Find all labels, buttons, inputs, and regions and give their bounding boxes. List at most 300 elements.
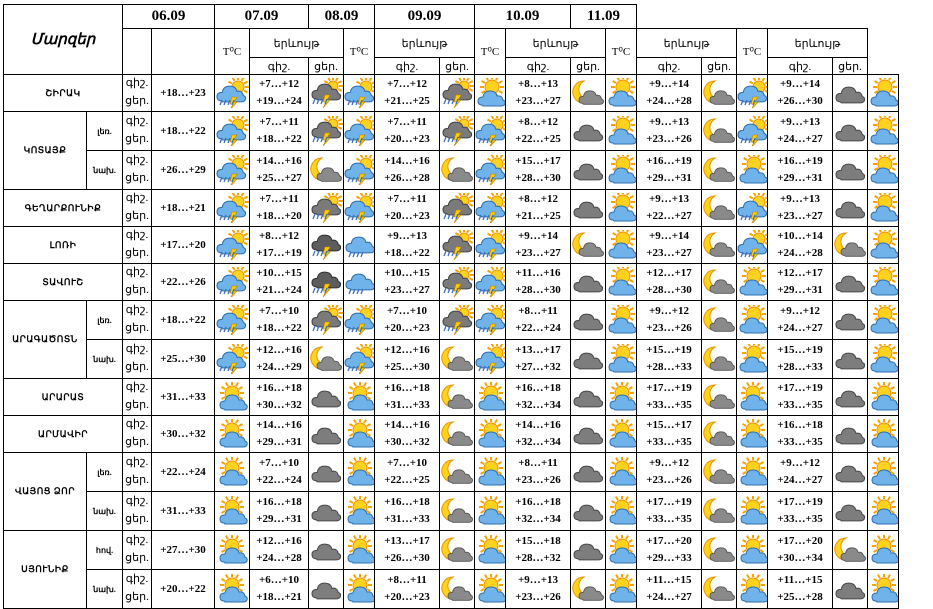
night-temperature: +16…+18	[777, 419, 823, 431]
temperature-cell	[375, 531, 440, 570]
day-temperature: +22…+25	[384, 474, 430, 486]
day-subheader: ցեր.	[833, 58, 868, 75]
region-name: ԱՐՄԱՎԻՐ	[4, 416, 123, 453]
temperature-cell	[250, 492, 309, 531]
moon-cloud-icon	[571, 75, 606, 112]
day-temperature: +18…+22	[384, 247, 430, 259]
cloud-storm-icon	[440, 190, 475, 227]
night-day-labels	[123, 190, 152, 227]
date-header: 11.09	[571, 5, 637, 29]
sun-cloud-icon	[606, 453, 637, 492]
dark-cloud-icon	[571, 492, 606, 531]
moon-cloud-icon	[702, 492, 737, 531]
sun-cloud-icon	[868, 531, 899, 570]
night-subheader: գիշ.	[375, 58, 440, 75]
forecast-table-wrapper	[3, 4, 899, 609]
temperature-cell	[375, 379, 440, 416]
sun-behind-cloud-icon	[737, 340, 768, 379]
temperature-cell	[506, 379, 571, 416]
temperature-cell	[637, 492, 702, 531]
night-temperature: +15…+17	[646, 419, 692, 431]
dark-cloud-icon	[833, 301, 868, 340]
night-label: գիշ.	[125, 304, 149, 316]
sun-cloud-icon	[868, 416, 899, 453]
sun-cloud-storm-icon	[215, 227, 250, 264]
temperature-header: T⁰C	[344, 29, 375, 75]
moon-cloud-icon	[440, 453, 475, 492]
sun-cloud-storm-icon	[215, 340, 250, 379]
cloud-rain-icon	[344, 264, 375, 301]
day-temperature: +20…+23	[384, 322, 430, 334]
day-temperature: +29…+33	[646, 552, 692, 564]
night-label: գիշ.	[125, 154, 149, 166]
day-temperature: +29…+31	[777, 284, 823, 296]
table-row	[4, 492, 899, 531]
night-temperature: +9…+13	[648, 193, 690, 205]
day-temperature: +21…+25	[515, 210, 561, 222]
temperature-cell	[506, 492, 571, 531]
dark-cloud-icon	[833, 75, 868, 112]
sun-behind-cloud-icon	[868, 112, 899, 151]
temperature-cell: +30…+32	[152, 416, 215, 453]
sun-cloud-storm-icon	[344, 151, 375, 190]
moon-cloud-icon	[440, 416, 475, 453]
moon-cloud-icon	[440, 340, 475, 379]
dark-cloud-icon	[571, 379, 606, 416]
temperature-cell	[250, 151, 309, 190]
day-temperature: +25…+28	[777, 591, 823, 603]
night-temperature: +7…+10	[258, 457, 300, 469]
temperature-cell	[637, 112, 702, 151]
day-temperature: +26…+30	[777, 95, 823, 107]
temperature-cell	[768, 264, 833, 301]
day-temperature: +22…+27	[646, 210, 692, 222]
night-temperature: +9…+13	[779, 193, 821, 205]
sun-cloud-icon	[215, 453, 250, 492]
table-row	[4, 453, 899, 492]
day-temperature: +33…+35	[777, 436, 823, 448]
temperature-cell	[506, 301, 571, 340]
forecast-table	[3, 4, 899, 609]
night-temperature: +16…+19	[777, 155, 823, 167]
temperature-cell	[768, 227, 833, 264]
night-day-labels	[123, 570, 152, 609]
sun-behind-cloud-icon	[475, 75, 506, 112]
day-temperature: +24…+27	[777, 133, 823, 145]
temperature-header: T⁰C	[737, 29, 768, 75]
temperature-cell	[375, 264, 440, 301]
night-temperature: +14…+16	[515, 419, 561, 431]
sun-cloud-storm-icon	[475, 227, 506, 264]
zone-label: լեռ.	[87, 112, 123, 151]
date-header: 09.09	[375, 5, 475, 29]
day-temperature: +23…+26	[515, 474, 561, 486]
empty-header-cell	[123, 29, 152, 75]
region-name: ԿՈՏԱՅՔ	[4, 112, 87, 190]
temperature-header: T⁰C	[215, 29, 250, 75]
day-temperature: +25…+30	[384, 361, 430, 373]
day-temperature: +23…+26	[515, 591, 561, 603]
sun-behind-cloud-icon	[868, 227, 899, 264]
day-temperature: +25…+27	[256, 172, 302, 184]
dark-cloud-icon	[833, 492, 868, 531]
day-temperature: +23…+26	[646, 474, 692, 486]
night-label: գիշ.	[125, 77, 149, 89]
temperature-cell	[768, 112, 833, 151]
night-temperature: +17…+20	[777, 535, 823, 547]
temperature-cell	[250, 453, 309, 492]
night-temperature: +9…+12	[648, 305, 690, 317]
weather-header: երևույթ	[506, 29, 606, 58]
temperature-cell	[768, 453, 833, 492]
dark-cloud-icon	[571, 453, 606, 492]
temperature-cell	[506, 570, 571, 609]
night-temperature: +10…+15	[256, 267, 302, 279]
sun-cloud-icon	[475, 453, 506, 492]
table-row	[4, 416, 899, 453]
moon-cloud-icon	[702, 151, 737, 190]
dark-cloud-icon	[571, 151, 606, 190]
sun-cloud-storm-icon	[344, 190, 375, 227]
night-temperature: +9…+13	[648, 116, 690, 128]
temperature-cell	[637, 453, 702, 492]
temperature-cell	[250, 75, 309, 112]
night-temperature: +6…+10	[258, 574, 300, 586]
temperature-cell	[375, 227, 440, 264]
table-row	[4, 340, 899, 379]
date-header: 07.09	[215, 5, 309, 29]
day-temperature: +33…+35	[777, 399, 823, 411]
temperature-cell: +18…+22	[152, 112, 215, 151]
day-label: ցեր.	[125, 284, 149, 296]
sun-cloud-icon	[344, 531, 375, 570]
day-subheader: ցեր.	[440, 58, 475, 75]
sun-behind-cloud-icon	[606, 190, 637, 227]
night-temperature: +9…+14	[517, 230, 559, 242]
night-temperature: +9…+12	[648, 457, 690, 469]
temperature-cell	[375, 416, 440, 453]
sun-behind-cloud-icon	[606, 75, 637, 112]
day-temperature: +29…+31	[777, 172, 823, 184]
day-temperature: +29…+31	[256, 436, 302, 448]
dark-cloud-icon	[571, 531, 606, 570]
dark-cloud-icon	[833, 340, 868, 379]
sun-cloud-icon	[737, 453, 768, 492]
dark-cloud-icon	[309, 379, 344, 416]
day-temperature: +24…+27	[777, 474, 823, 486]
zone-label: նախ.	[87, 570, 123, 609]
sun-cloud-storm-icon	[215, 264, 250, 301]
sun-behind-cloud-icon	[868, 264, 899, 301]
night-label: գիշ.	[125, 266, 149, 278]
day-temperature: +26…+28	[384, 172, 430, 184]
day-label: ցեր.	[125, 247, 149, 259]
dark-cloud-icon	[833, 453, 868, 492]
day-temperature: +18…+22	[256, 322, 302, 334]
night-temperature: +10…+15	[384, 267, 430, 279]
night-day-labels	[123, 264, 152, 301]
temperature-cell	[375, 492, 440, 531]
night-temperature: +15…+19	[777, 344, 823, 356]
moon-cloud-icon	[440, 492, 475, 531]
temperature-cell	[375, 570, 440, 609]
day-temperature: +24…+27	[646, 591, 692, 603]
night-temperature: +12…+17	[646, 267, 692, 279]
weather-header: երևույթ	[375, 29, 475, 58]
temperature-cell	[250, 379, 309, 416]
day-temperature: +24…+27	[777, 322, 823, 334]
weather-header: երևույթ	[637, 29, 737, 58]
day-temperature: +28…+30	[515, 284, 561, 296]
night-subheader: գիշ.	[506, 58, 571, 75]
sun-cloud-icon	[215, 570, 250, 609]
night-label: գիշ.	[125, 573, 149, 585]
day-temperature: +29…+31	[646, 172, 692, 184]
temperature-cell	[637, 416, 702, 453]
sun-behind-cloud-icon	[868, 340, 899, 379]
day-temperature: +33…+35	[646, 399, 692, 411]
temperature-cell	[637, 301, 702, 340]
cloud-storm-icon	[440, 264, 475, 301]
sun-cloud-icon	[215, 379, 250, 416]
night-temperature: +8…+11	[518, 457, 558, 469]
night-day-labels	[123, 112, 152, 151]
temperature-cell	[637, 531, 702, 570]
night-temperature: +17…+19	[777, 382, 823, 394]
night-subheader: գիշ.	[250, 58, 309, 75]
sun-cloud-icon	[344, 379, 375, 416]
night-temperature: +9…+12	[779, 457, 821, 469]
moon-cloud-icon	[702, 75, 737, 112]
temperature-cell	[768, 75, 833, 112]
dark-cloud-icon	[833, 379, 868, 416]
night-temperature: +16…+18	[256, 382, 302, 394]
day-label: ցեր.	[125, 95, 149, 107]
sun-cloud-icon	[737, 416, 768, 453]
night-temperature: +8…+12	[258, 230, 300, 242]
moon-cloud-icon	[702, 379, 737, 416]
temperature-cell	[637, 75, 702, 112]
zone-label: նախ.	[87, 151, 123, 190]
night-day-labels	[123, 379, 152, 416]
night-temperature: +7…+10	[386, 305, 428, 317]
sun-behind-cloud-icon	[868, 75, 899, 112]
day-label: ցեր.	[125, 513, 149, 525]
night-subheader: գիշ.	[768, 58, 833, 75]
temperature-cell: +20…+22	[152, 570, 215, 609]
day-temperature: +29…+31	[256, 513, 302, 525]
night-temperature: +9…+13	[779, 116, 821, 128]
night-temperature: +8…+11	[518, 305, 558, 317]
temperature-header: T⁰C	[606, 29, 637, 75]
temperature-cell	[768, 570, 833, 609]
sun-cloud-icon	[737, 492, 768, 531]
day-temperature: +23…+27	[646, 247, 692, 259]
dark-cloud-icon	[309, 531, 344, 570]
day-temperature: +28…+30	[515, 172, 561, 184]
day-temperature: +31…+33	[384, 513, 430, 525]
sun-cloud-icon	[606, 492, 637, 531]
dark-cloud-icon	[571, 112, 606, 151]
sun-cloud-storm-icon	[475, 112, 506, 151]
sun-cloud-icon	[737, 570, 768, 609]
night-temperature: +16…+18	[384, 496, 430, 508]
region-name: ՇԻՐԱԿ	[4, 75, 123, 112]
day-label: ցեր.	[125, 552, 149, 564]
day-temperature: +32…+34	[515, 513, 561, 525]
sun-behind-cloud-icon	[606, 151, 637, 190]
night-temperature: +7…+10	[386, 457, 428, 469]
sun-cloud-icon	[475, 570, 506, 609]
table-row	[4, 264, 899, 301]
sun-cloud-icon	[475, 416, 506, 453]
sun-cloud-icon	[475, 492, 506, 531]
sun-cloud-icon	[868, 453, 899, 492]
moon-cloud-icon	[440, 151, 475, 190]
night-temperature: +17…+19	[646, 496, 692, 508]
temperature-cell	[250, 264, 309, 301]
temperature-cell	[768, 492, 833, 531]
day-temperature: +28…+30	[646, 284, 692, 296]
night-label: գիշ.	[125, 192, 149, 204]
sun-cloud-icon	[868, 379, 899, 416]
day-temperature: +18…+21	[256, 591, 302, 603]
day-temperature: +22…+24	[256, 474, 302, 486]
night-temperature: +16…+18	[384, 382, 430, 394]
dark-cloud-icon	[571, 340, 606, 379]
night-temperature: +15…+19	[646, 344, 692, 356]
temperature-cell	[506, 453, 571, 492]
sun-behind-cloud-icon	[606, 112, 637, 151]
temperature-cell	[506, 227, 571, 264]
night-temperature: +16…+18	[515, 382, 561, 394]
night-temperature: +12…+16	[256, 535, 302, 547]
day-subheader: ցեր.	[571, 58, 606, 75]
sun-cloud-storm-icon	[475, 301, 506, 340]
night-temperature: +12…+16	[384, 344, 430, 356]
table-row	[4, 75, 899, 112]
moon-cloud-icon	[440, 379, 475, 416]
day-temperature: +22…+24	[515, 322, 561, 334]
zone-label: լեռ.	[87, 453, 123, 492]
sun-behind-cloud-icon	[737, 301, 768, 340]
night-temperature: +15…+18	[515, 535, 561, 547]
day-temperature: +17…+19	[256, 247, 302, 259]
night-temperature: +7…+12	[386, 78, 428, 90]
sun-behind-cloud-icon	[606, 301, 637, 340]
night-label: գիշ.	[125, 343, 149, 355]
temperature-header: T⁰C	[475, 29, 506, 75]
sun-cloud-storm-icon	[344, 301, 375, 340]
region-name: ՏԱՎՈՒՇ	[4, 264, 123, 301]
temperature-cell	[637, 570, 702, 609]
day-temperature: +32…+34	[515, 436, 561, 448]
night-day-labels	[123, 453, 152, 492]
day-subheader: ցեր.	[309, 58, 344, 75]
night-day-labels	[123, 416, 152, 453]
sun-cloud-storm-icon	[344, 75, 375, 112]
night-temperature: +9…+14	[648, 78, 690, 90]
sun-cloud-storm-icon	[215, 301, 250, 340]
moon-cloud-icon	[571, 570, 606, 609]
day-temperature: +18…+20	[256, 210, 302, 222]
day-temperature: +24…+28	[256, 552, 302, 564]
temperature-cell	[637, 190, 702, 227]
sun-cloud-storm-icon	[344, 340, 375, 379]
cloud-storm-icon	[309, 301, 344, 340]
temperature-cell: +18…+21	[152, 190, 215, 227]
day-temperature: +32…+34	[515, 399, 561, 411]
date-header: 08.09	[309, 5, 375, 29]
night-label: գիշ.	[125, 418, 149, 430]
day-label: ցեր.	[125, 436, 149, 448]
temperature-cell	[506, 416, 571, 453]
sun-cloud-icon	[737, 379, 768, 416]
sun-behind-cloud-icon	[606, 264, 637, 301]
day-temperature: +23…+27	[515, 247, 561, 259]
table-row	[4, 227, 899, 264]
sun-behind-cloud-icon	[868, 301, 899, 340]
temperature-cell	[375, 75, 440, 112]
day-temperature: +30…+32	[256, 399, 302, 411]
dark-cloud-icon	[309, 416, 344, 453]
night-temperature: +7…+11	[387, 193, 427, 205]
night-temperature: +11…+16	[515, 267, 561, 279]
day-label: ցեր.	[125, 322, 149, 334]
temperature-cell	[375, 112, 440, 151]
sun-cloud-icon	[215, 416, 250, 453]
night-day-labels	[123, 340, 152, 379]
day-temperature: +28…+32	[515, 552, 561, 564]
moon-cloud-icon	[702, 301, 737, 340]
temperature-cell	[768, 301, 833, 340]
day-temperature: +18…+22	[256, 133, 302, 145]
temperature-cell: +31…+33	[152, 379, 215, 416]
night-temperature: +8…+12	[517, 193, 559, 205]
cloud-storm-icon	[309, 190, 344, 227]
night-temperature: +10…+14	[777, 230, 823, 242]
cloud-storm-icon	[440, 75, 475, 112]
night-temperature: +13…+17	[515, 344, 561, 356]
moon-cloud-icon	[702, 190, 737, 227]
day-temperature: +21…+24	[256, 284, 302, 296]
night-temperature: +14…+16	[256, 155, 302, 167]
weather-header: երևույթ	[768, 29, 868, 58]
temperature-cell	[375, 340, 440, 379]
table-row	[4, 531, 899, 570]
day-temperature: +26…+30	[384, 552, 430, 564]
sun-cloud-icon	[737, 531, 768, 570]
sun-cloud-icon	[344, 453, 375, 492]
cloud-storm-icon	[440, 112, 475, 151]
sun-behind-cloud-icon	[868, 190, 899, 227]
table-row	[4, 112, 899, 151]
night-day-labels	[123, 492, 152, 531]
dark-cloud-icon	[571, 301, 606, 340]
sun-cloud-icon	[606, 379, 637, 416]
night-temperature: +17…+19	[777, 496, 823, 508]
temperature-cell	[250, 570, 309, 609]
sun-cloud-storm-icon	[475, 151, 506, 190]
dark-cloud-icon	[309, 492, 344, 531]
day-label: ցեր.	[125, 361, 149, 373]
day-temperature: +24…+29	[256, 361, 302, 373]
day-temperature: +24…+28	[646, 95, 692, 107]
moon-cloud-icon	[702, 531, 737, 570]
night-day-labels	[123, 531, 152, 570]
dark-cloud-icon	[571, 190, 606, 227]
sun-cloud-storm-icon	[475, 190, 506, 227]
